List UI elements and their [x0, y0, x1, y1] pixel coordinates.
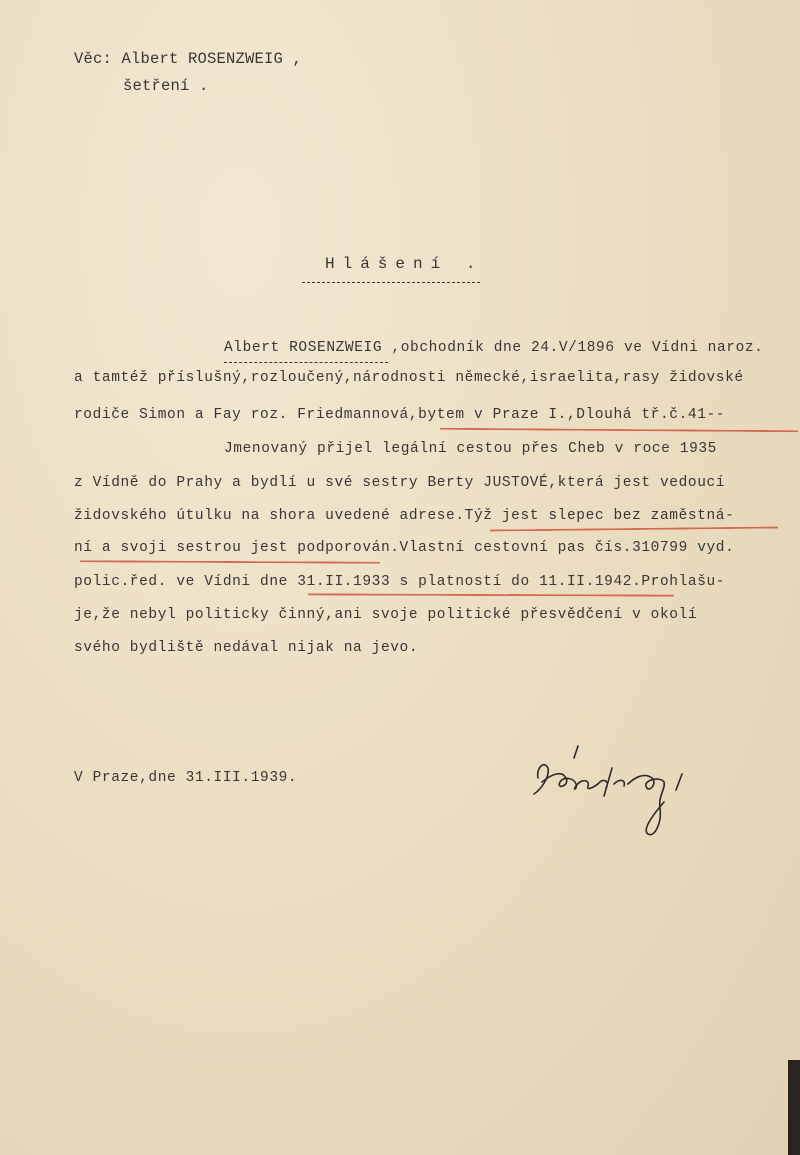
body-line-7: ní a svoji sestrou jest podporován.Vlastní cestovní pas čís.310799 vyd. — [74, 540, 735, 556]
place-date: V Praze,dne 31.III.1939. — [74, 770, 298, 786]
body-line-6: židovského útulku na shora uvedené adrese.Týž jest slepec bez zaměstná- — [74, 508, 735, 524]
body-line-1: Albert ROSENZWEIG ,obchodník dne 24.V/1896 ve Vídni naroz. — [224, 340, 764, 356]
title-underline — [302, 282, 480, 283]
name-underline — [224, 362, 388, 363]
red-underline-address — [440, 428, 798, 432]
subject-line-2: šetření . — [123, 77, 209, 95]
body-line-3: rodiče Simon a Fay roz. Friedmannová,bytem v Praze I.,Dlouhá tř.č.41-- — [74, 407, 726, 423]
body-line-5: z Vídně do Prahy a bydlí u své sestry Berty JUSTOVÉ,která jest vedoucí — [74, 475, 726, 491]
body-line-9: je,že nebyl politicky činný,ani svoje politické přesvědčení v okolí — [74, 607, 698, 623]
red-underline-support — [80, 560, 380, 564]
document-title: Hlášení . — [325, 255, 484, 273]
scan-edge-shadow — [788, 1060, 800, 1155]
body-line-10: svého bydliště nedával nijak na jevo. — [74, 640, 419, 656]
subject-line: Věc: Albert ROSENZWEIG , — [74, 50, 303, 68]
red-underline-passport-dates — [308, 593, 674, 596]
handwritten-signature — [526, 738, 726, 848]
red-underline-blind — [490, 526, 778, 531]
body-line-4: Jmenovaný přijel legální cestou přes Cheb v roce 1935 — [224, 441, 717, 457]
body-line-8: polic.řed. ve Vídni dne 31.II.1933 s platností do 11.II.1942.Prohlašu- — [74, 574, 726, 590]
body-line-2: a tamtéž příslušný,rozloučený,národnosti německé,israelita,rasy židovské — [74, 370, 744, 386]
